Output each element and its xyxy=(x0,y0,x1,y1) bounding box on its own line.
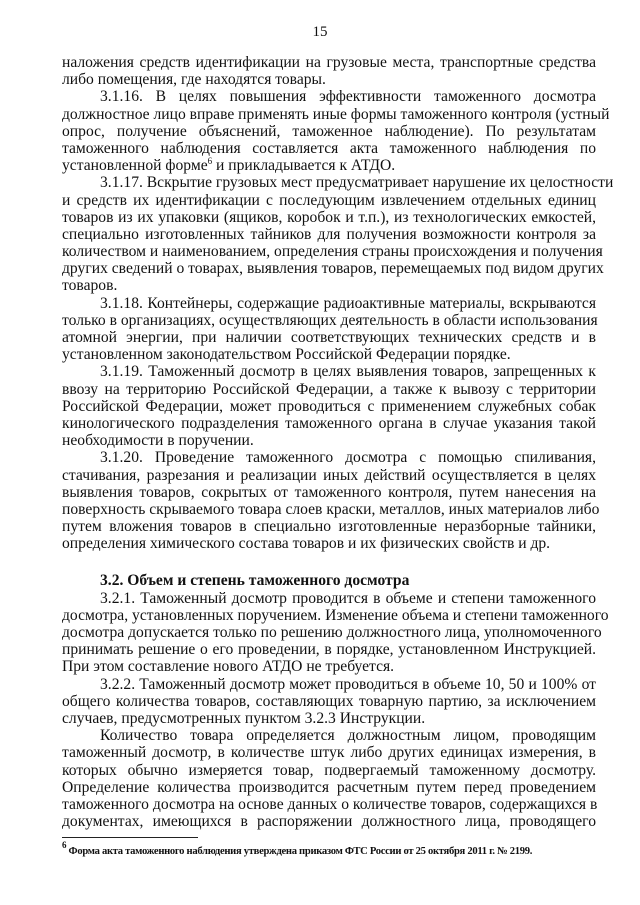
text-line: общего количества товаров, составляющих товарную партию, за исключением xyxy=(62,692,596,710)
paragraph xyxy=(62,54,596,88)
document-body xyxy=(62,54,614,831)
section-heading: 3.2. Объем и степень таможенного досмотра xyxy=(100,572,410,590)
text-line: других сведений о товарах, выявления товаров, перемещаемых под видом других xyxy=(62,260,604,278)
text-line: только в организациях, осуществляющих деятельность в области использования xyxy=(62,311,598,329)
text-line: 3.1.19. Таможенный досмотр в целях выявления товаров, запрещенных к xyxy=(100,363,596,381)
text-line: При этом составление нового АТДО не требуется. xyxy=(62,658,395,676)
text-line: количеством и наименованием, определения страны происхождения и получения xyxy=(62,243,603,261)
text-line: принимать решение о его проведении, в порядке, установленном Инструкцией. xyxy=(62,641,596,659)
paragraph xyxy=(62,295,596,364)
paragraphs-section-3-1 xyxy=(62,54,614,553)
text-line: поверхность скрываемого товара слоев краски, металлов, иных материалов либо xyxy=(62,500,600,518)
text-line: установленном законодательством Российской Федерации порядке. xyxy=(62,346,511,364)
footnote-text: Форма акта таможенного наблюдения утверждена приказом ФТС России от 25 октября 2011 г. № 2199. xyxy=(66,846,533,857)
text-line: документах, имеющихся в распоряжении должностного лица, проводящего xyxy=(62,813,596,831)
text-line: 3.1.16. В целях повышения эффективности таможенного досмотра xyxy=(100,88,596,106)
text-line: и средств их идентификации с последующим извлечением отдельных единиц xyxy=(62,191,596,209)
text-line: опрос, получение объяснений, таможенное наблюдение). По результатам xyxy=(62,122,596,140)
text-line: таможенного досмотра на основе данных о количестве товаров, содержащихся в xyxy=(62,795,598,813)
text-line: путем вложения товаров в специально изготовленные неразборные тайники, xyxy=(62,518,596,536)
text-line: досмотра допускается только по решению должностного лица, уполномоченного xyxy=(62,624,602,641)
text-line: которых обычно измеряется товар, подвергаемый таможенному досмотру. xyxy=(62,761,596,779)
text-line: наложения средств идентификации на грузовые места, транспортные средства xyxy=(62,54,596,71)
footnote-divider xyxy=(62,837,198,838)
text-line: атомной энергии, при наличии соответствующих технических средств и в xyxy=(62,329,596,346)
text-line xyxy=(62,157,596,174)
text-segment: и прикладывается к АТДО. xyxy=(212,157,396,175)
text-line: товаров. xyxy=(62,277,118,295)
footnote xyxy=(62,840,533,857)
text-line: выявления товаров, сокрытых от таможенного контроля, путем нанесения на xyxy=(62,483,596,501)
paragraphs-section-3-2 xyxy=(62,589,609,831)
footnote-reference[interactable]: 6 xyxy=(207,156,213,167)
paragraph xyxy=(62,88,610,175)
text-line: ввозу на территорию Российской Федерации, а также к вывозу с территории xyxy=(62,380,596,398)
paragraph xyxy=(62,363,596,449)
text-line: 3.1.17. Вскрытие грузовых мест предусматривает нарушение их целостности xyxy=(100,174,614,192)
text-line: 3.1.20. Проведение таможенного досмотра с помощью спиливания, xyxy=(100,449,596,467)
paragraph xyxy=(62,174,614,295)
text-line: необходимости в поручении. xyxy=(62,432,254,450)
footnote-mark: 6 xyxy=(62,840,67,850)
text-line: досмотра, установленных поручением. Изменение объема и степени таможенного xyxy=(62,606,609,624)
text-segment: установленной форме xyxy=(62,157,208,175)
text-line: определения химического состава товаров и их физических свойств и др. xyxy=(62,535,551,553)
text-line: 3.2.1. Таможенный досмотр проводится в объеме и степени таможенного xyxy=(100,589,596,607)
text-line: 3.1.18. Контейнеры, содержащие радиоактивные материалы, вскрываются xyxy=(100,294,596,312)
paragraph xyxy=(62,589,609,676)
text-line: товаров из их упаковки (ящиков, коробок и т.п.), из технологических емкостей, xyxy=(62,208,596,226)
page-number: 15 xyxy=(312,24,328,40)
text-line: Количество товара определяется должностным лицом, проводящим xyxy=(100,727,596,745)
paragraph xyxy=(62,449,600,553)
text-line: случаев, предусмотренных пунктом 3.2.3 Инструкции. xyxy=(62,709,426,727)
text-line: таможенного наблюдения составляется акта таможенного наблюдения по xyxy=(62,139,596,157)
text-line: либо помещения, где находятся товары. xyxy=(62,71,326,89)
text-line: должностное лицо вправе применять иные формы таможенного контроля (устный xyxy=(62,105,610,123)
text-line: Российской Федерации, может проводиться с применением служебных собак xyxy=(62,397,596,415)
text-line: Определение количества производится расчетным путем перед проведением xyxy=(62,778,596,796)
text-line: 3.2.2. Таможенный досмотр может проводиться в объеме 10, 50 и 100% от xyxy=(100,675,596,693)
text-line: таможенный досмотр, в количестве штук либо других единицах измерения, в xyxy=(62,744,596,762)
text-line: специально изготовленных тайников для получения возможности контроля за xyxy=(62,225,596,243)
paragraph xyxy=(62,727,596,830)
text-line: кинологического подразделения таможенного органа в случае указания такой xyxy=(62,414,596,432)
text-line: стачивания, разрезания и реализации иных действий осуществляется в целях xyxy=(62,466,596,484)
paragraph xyxy=(62,676,596,728)
